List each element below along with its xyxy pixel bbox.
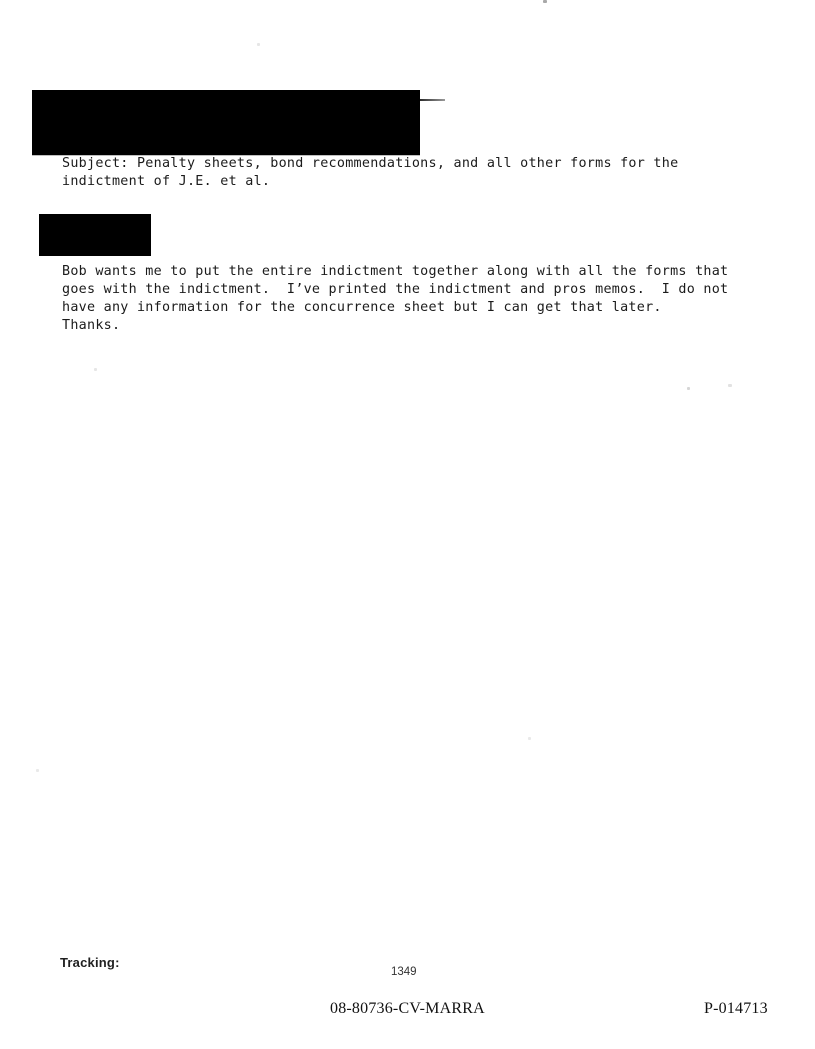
scan-artifact	[94, 368, 97, 371]
subject-text	[62, 155, 678, 191]
body-text	[62, 263, 728, 335]
redaction-trailing-line	[420, 99, 445, 101]
body-line-4: Thanks.	[62, 318, 121, 333]
scan-artifact	[528, 737, 531, 740]
body-line-2: goes with the indictment. I’ve printed the indictment and pros memos. I do not	[62, 282, 729, 297]
body-line-1: Bob wants me to put the entire indictment together along with all the forms that	[62, 264, 729, 279]
scan-artifact	[543, 0, 547, 3]
page-number: 1349	[391, 966, 417, 978]
redaction-box-salutation	[39, 214, 151, 256]
scan-artifact	[728, 384, 732, 387]
case-number: 08-80736-CV-MARRA	[330, 1000, 485, 1017]
subject-line-2: indictment of J.E. et al.	[62, 174, 271, 189]
scan-artifact	[257, 43, 260, 46]
bates-number: P-014713	[704, 1000, 768, 1017]
scan-artifact	[687, 387, 690, 390]
body-line-3: have any information for the concurrence sheet but I can get that later.	[62, 300, 662, 315]
subject-line-1: Subject: Penalty sheets, bond recommendations, and all other forms for the	[62, 156, 679, 171]
tracking-label: Tracking:	[60, 955, 120, 970]
redaction-box-header	[32, 90, 420, 155]
scan-artifact	[36, 769, 39, 772]
